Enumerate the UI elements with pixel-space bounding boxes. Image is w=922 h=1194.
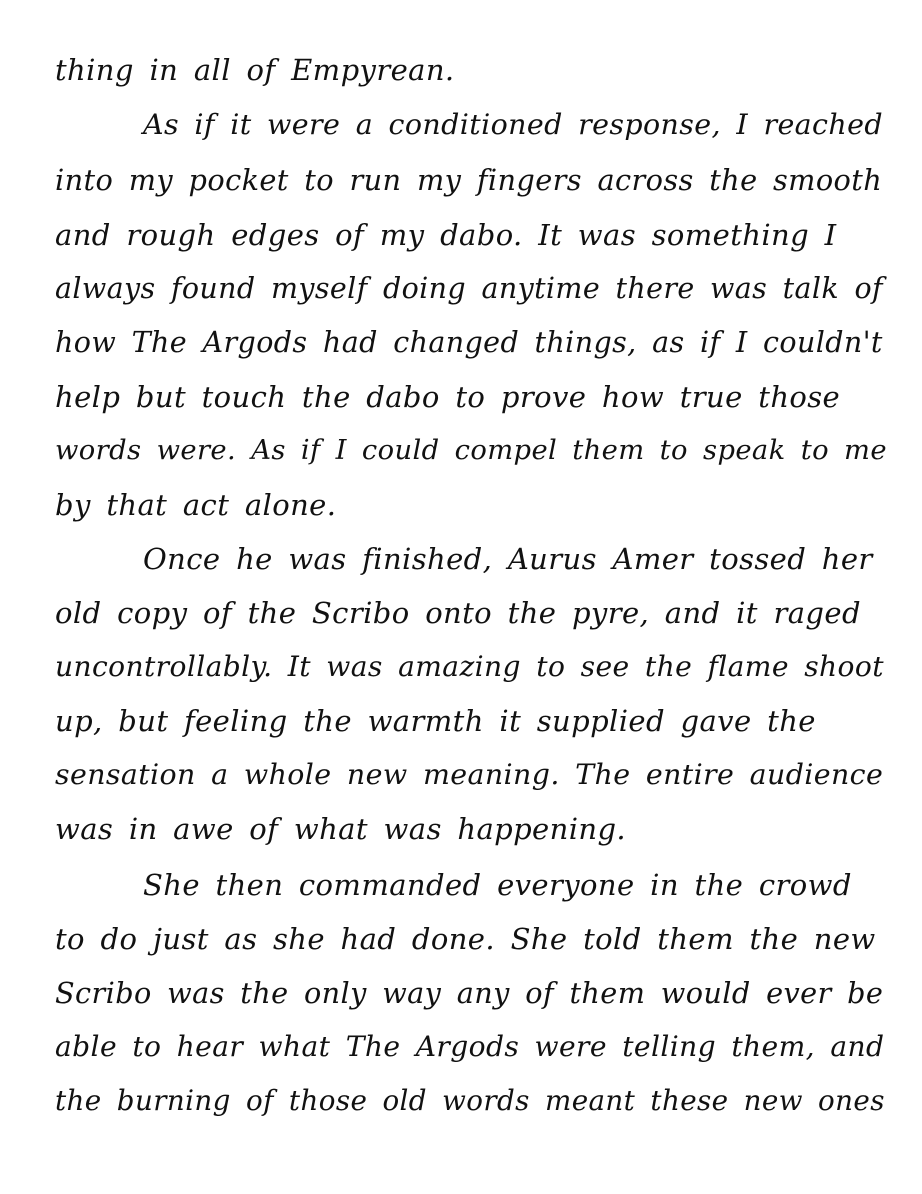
text-line-13: up, but feeling the warmth it supplied gave the [55, 704, 816, 738]
text-line-19: able to hear what The Argods were telling them, and [55, 1030, 885, 1063]
text-line-10: Once he was finished, Aurus Amer tossed her [143, 542, 873, 576]
text-line-2: As if it were a conditioned response, I reached [143, 108, 883, 141]
text-line-20: the burning of those old words meant these new ones [55, 1084, 885, 1117]
text-line-9: by that act alone. [55, 488, 337, 522]
text-line-6: how The Argods had changed things, as if I couldn't [55, 326, 883, 359]
text-line-15: was in awe of what was happening. [55, 812, 627, 846]
text-line-1: thing in all of Empyrean. [55, 53, 455, 87]
text-line-7: help but touch the dabo to prove how true those [55, 380, 841, 414]
text-line-14: sensation a whole new meaning. The entire audience [55, 758, 884, 791]
text-line-18: Scribo was the only way any of them would ever be [55, 976, 884, 1010]
text-line-11: old copy of the Scribo onto the pyre, and it raged [55, 596, 861, 630]
text-line-17: to do just as she had done. She told them the new [55, 922, 876, 956]
text-line-4: and rough edges of my dabo. It was something I [55, 218, 837, 252]
text-line-3: into my pocket to run my fingers across the smooth [55, 163, 883, 197]
text-line-12: uncontrollably. It was amazing to see the flame shoot [55, 650, 884, 683]
text-line-16: She then commanded everyone in the crowd [143, 868, 852, 902]
text-line-8: words were. As if I could compel them to speak to me [55, 435, 887, 466]
text-line-5: always found myself doing anytime there was talk of [55, 272, 883, 305]
